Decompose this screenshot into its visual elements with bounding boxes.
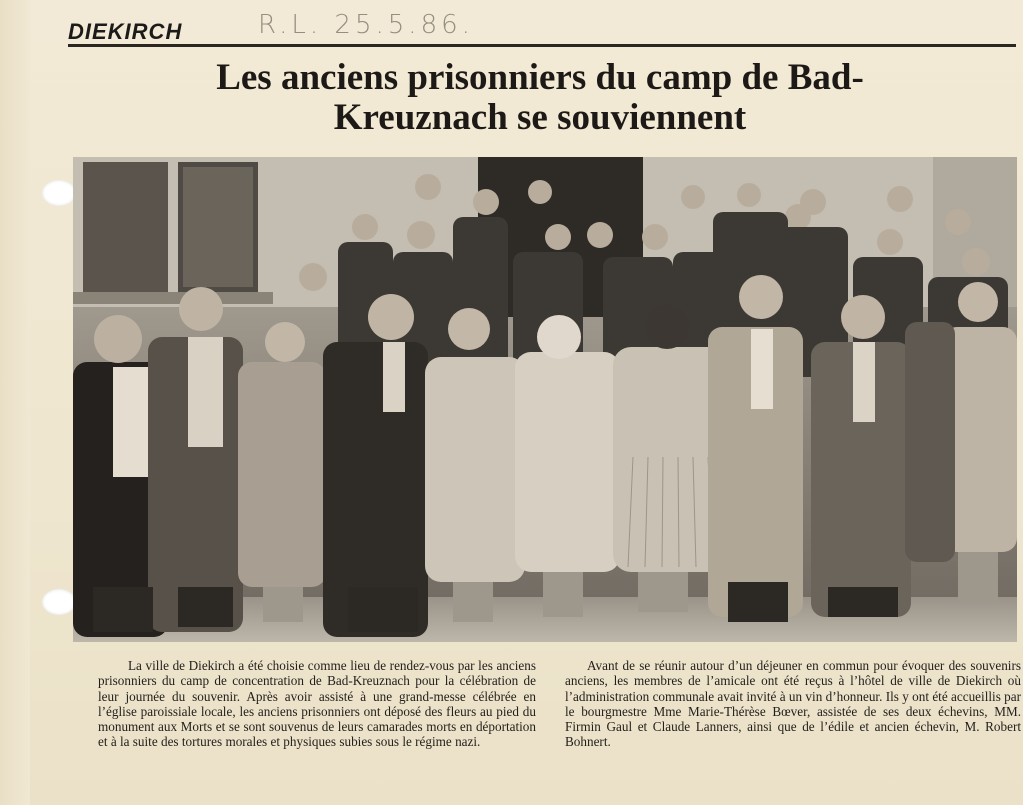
header-rule	[68, 44, 1016, 47]
group-photo-illustration	[73, 157, 1017, 642]
margin-strip	[0, 0, 30, 805]
handwritten-date: R.L. 25.5.86.	[258, 10, 474, 40]
caption-column-1: La ville de Diekirch a été choisie comme lieu de rendez-vous par les anciens prisonniers du camp de concentration de Bad-Kreuznach pour la célébration de leur journée du souvenir. Après avoir assisté à une grand-messe célébrée en l’église paroissiale locale, les anciens prisonniers ont déposé des fleurs au pied du monument aux Morts et se sont souvenus de leurs camarades morts en déportation et à la suite des tortures morales et physiques subies sous le régime nazi.	[98, 658, 536, 750]
punch-hole-top	[42, 180, 76, 206]
punch-hole-bottom	[42, 589, 76, 615]
section-label: DIEKIRCH	[68, 19, 183, 44]
group-photo	[73, 157, 1017, 642]
caption-column-2: Avant de se réunir autour d’un déjeuner en commun pour évoquer des souvenirs anciens, les membres de l’amicale ont été reçus à l’hôtel de ville de Diekirch où l’administration communale avait invité à un vin d’honneur. Ils y ont été accueillis par le bourgmestre Mme Marie-Thérèse Bœver, assistée de ses deux échevins, MM. Firmin Gaul et Claude Lanners, ainsi que de l’édile et ancien échevin, M. Robert Bohnert.	[565, 658, 1021, 750]
article-headline: Les anciens prisonniers du camp de Bad-Kreuznach se souviennent	[216, 57, 864, 138]
